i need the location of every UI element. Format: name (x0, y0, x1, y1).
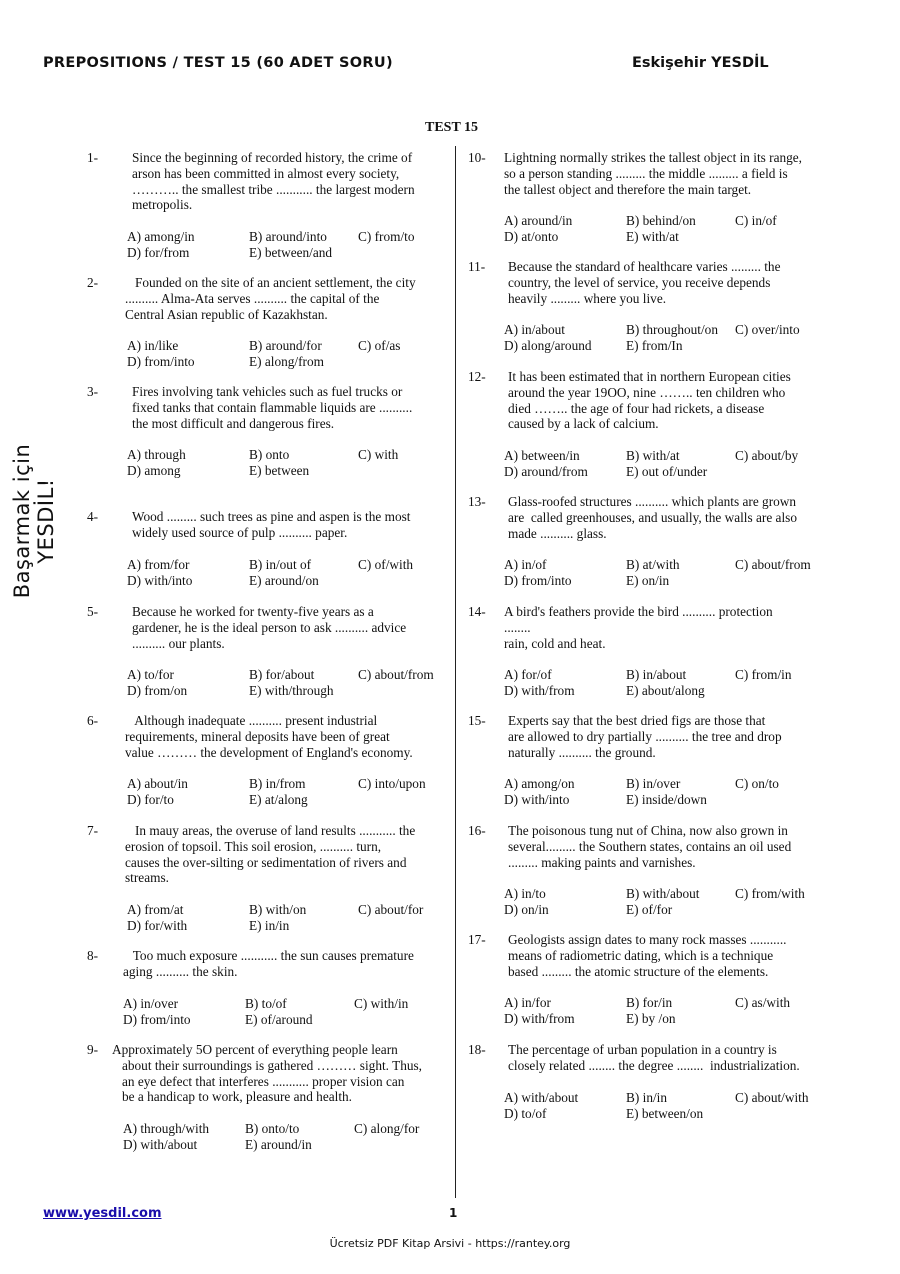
answer-option[interactable]: B) in/from (249, 776, 306, 791)
answer-option[interactable]: B) with/at (626, 448, 680, 463)
question-number: 13- (468, 494, 486, 509)
answer-option[interactable]: D) for/to (127, 792, 174, 807)
header-school: Eskişehir YESDİL (632, 55, 769, 71)
question-stem: Wood ......... such trees as pine and aspen is the most widely used source of pulp .......... paper. (132, 509, 411, 540)
question-number: 18- (468, 1042, 486, 1057)
answer-option[interactable]: D) from/on (127, 683, 188, 698)
answer-option[interactable]: B) for/in (626, 995, 673, 1010)
answer-option[interactable]: E) by /on (626, 1011, 676, 1026)
answer-option[interactable]: D) from/into (127, 354, 195, 369)
answer-option[interactable]: C) with/in (354, 996, 409, 1011)
question-stem: In mauy areas, the overuse of land results ........... the erosion of topsoil. This soil erosion, .......... turn, causes the over-silting or sedimentation of rivers and streams. (125, 823, 416, 886)
answer-option[interactable]: E) around/in (245, 1137, 312, 1152)
answer-option[interactable]: C) about/by (735, 448, 799, 463)
answer-option[interactable]: B) in/out of (249, 557, 312, 572)
answer-option[interactable]: E) at/along (249, 792, 308, 807)
question-stem: Geologists assign dates to many rock masses ........... means of radiometric dating, which is a technique based ......... the atomic structure of the elements. (508, 932, 787, 979)
answer-option[interactable]: C) into/upon (358, 776, 426, 791)
answer-option[interactable]: C) of/with (358, 557, 414, 572)
answer-option[interactable]: A) in/like (127, 338, 179, 353)
answer-option[interactable]: D) for/from (127, 245, 190, 260)
question-stem: Lightning normally strikes the tallest object in its range, so a person standing ......... the middle ......... a field is the tallest object and therefore the main target. (504, 150, 803, 197)
answer-option[interactable]: D) along/around (504, 338, 592, 353)
answer-option[interactable]: C) from/in (735, 667, 792, 682)
answer-option[interactable]: D) from/into (504, 573, 572, 588)
answer-option[interactable]: B) to/of (245, 996, 287, 1011)
question-number: 14- (468, 604, 486, 619)
question-number: 16- (468, 823, 486, 838)
answer-option[interactable]: A) with/about (504, 1090, 579, 1105)
answer-option[interactable]: D) for/with (127, 918, 188, 933)
question-number: 10- (468, 150, 486, 165)
answer-option[interactable]: A) through/with (123, 1121, 210, 1136)
answer-option[interactable]: C) in/of (735, 213, 777, 228)
question-number: 7- (87, 823, 99, 838)
answer-option[interactable]: B) onto/to (245, 1121, 300, 1136)
answer-option[interactable]: E) with/at (626, 229, 679, 244)
side-slogan: Başarmak için YESDİL! (10, 443, 58, 599)
question-stem: The percentage of urban population in a country is closely related ........ the degree ........ industrialization. (508, 1042, 800, 1073)
answer-option[interactable]: A) in/of (504, 557, 547, 572)
question-stem: Too much exposure ........... the sun causes premature aging .......... the skin. (123, 948, 414, 979)
answer-option[interactable]: A) around/in (504, 213, 573, 228)
question-number: 17- (468, 932, 486, 947)
answer-option[interactable]: E) with/through (249, 683, 334, 698)
answer-option[interactable]: B) with/on (249, 902, 307, 917)
answer-option[interactable]: B) at/with (626, 557, 680, 572)
answer-option[interactable]: E) around/on (249, 573, 319, 588)
question-stem: It has been estimated that in northern European cities around the year 19OO, nine …….. ten children who died …….. the age of four had rickets, a disease caused by a lack of calcium. (508, 369, 791, 432)
question-stem: Fires involving tank vehicles such as fuel trucks or fixed tanks that contain flammable liquids are .......... the most difficult and dangerous fires. (132, 384, 413, 431)
answer-option[interactable]: A) for/of (504, 667, 552, 682)
answer-option[interactable]: C) over/into (735, 322, 800, 337)
answer-option[interactable]: B) in/about (626, 667, 687, 682)
page-number: 1 (449, 1206, 458, 1220)
question-number: 6- (87, 713, 99, 728)
question-number: 4- (87, 509, 99, 524)
answer-option[interactable]: A) from/at (127, 902, 184, 917)
answer-option[interactable]: C) about/from (358, 667, 434, 682)
answer-option[interactable]: B) onto (249, 447, 290, 462)
answer-option[interactable]: E) about/along (626, 683, 705, 698)
answer-option[interactable]: D) among (127, 463, 181, 478)
question-number: 9- (87, 1042, 99, 1057)
answer-option[interactable]: C) from/with (735, 886, 805, 901)
answer-option[interactable]: C) about/from (735, 557, 811, 572)
answer-option[interactable]: A) to/for (127, 667, 174, 682)
question-number: 1- (87, 150, 99, 165)
answer-option[interactable]: D) to/of (504, 1106, 547, 1121)
answer-option[interactable]: A) from/for (127, 557, 190, 572)
answer-option[interactable]: A) about/in (127, 776, 188, 791)
answer-option[interactable]: D) with/from (504, 683, 575, 698)
answer-option[interactable]: E) of/for (626, 902, 673, 917)
question-number: 8- (87, 948, 99, 963)
question-stem: Because the standard of healthcare varies ......... the country, the level of service, you receive depends heavily ......... where you live. (508, 259, 781, 306)
answer-option[interactable]: B) around/into (249, 229, 327, 244)
question-number: 12- (468, 369, 486, 384)
answer-option[interactable]: A) in/about (504, 322, 565, 337)
answer-option[interactable]: D) at/onto (504, 229, 559, 244)
footer-credit: Ücretsiz PDF Kitap Arsivi - https://rantey.org (329, 1237, 571, 1250)
test-title: TEST 15 (425, 120, 479, 135)
answer-option[interactable]: A) in/to (504, 886, 546, 901)
answer-option[interactable]: E) inside/down (626, 792, 707, 807)
question-number: 11- (468, 259, 486, 274)
answer-option[interactable]: A) in/over (123, 996, 179, 1011)
answer-option[interactable]: E) out of/under (626, 464, 708, 479)
answer-option[interactable]: D) from/into (123, 1012, 191, 1027)
answer-option[interactable]: D) on/in (504, 902, 549, 917)
question-stem: Because he worked for twenty-five years as a gardener, he is the ideal person to ask .......... advice .......... our plants. (132, 604, 407, 651)
question-stem: Glass-roofed structures .......... which plants are grown are called greenhouses, and usually, the walls are also made .......... glass. (508, 494, 797, 541)
answer-option[interactable]: E) in/in (249, 918, 290, 933)
answer-option[interactable]: D) with/into (127, 573, 193, 588)
question-stem: Experts say that the best dried figs are those that are allowed to dry partially .......... the tree and drop naturally .......... the ground. (508, 713, 782, 760)
answer-option[interactable]: C) as/with (735, 995, 791, 1010)
answer-option[interactable]: C) on/to (735, 776, 779, 791)
column-divider (455, 146, 456, 1198)
answer-option[interactable]: B) around/for (249, 338, 322, 353)
question-stem: Founded on the site of an ancient settlement, the city .......... Alma-Ata serves .......... the capital of the Central Asian republic of Kazakhstan. (125, 275, 416, 322)
answer-option[interactable]: D) with/from (504, 1011, 575, 1026)
question-number: 5- (87, 604, 99, 619)
question-number: 15- (468, 713, 486, 728)
answer-option[interactable]: C) along/for (354, 1121, 420, 1136)
header-title: PREPOSITIONS / TEST 15 (60 ADET SORU) (43, 55, 393, 71)
question-stem: Approximately 5O percent of everything people learn about their surroundings is gathered ……… sight. Thus, an eye defect that interferes ........... proper vision can be a handicap to work, pleasure and health. (112, 1042, 422, 1105)
answer-option[interactable]: E) between (249, 463, 310, 478)
answer-option[interactable]: E) between/and (249, 245, 333, 260)
answer-option[interactable]: C) from/to (358, 229, 415, 244)
question-number: 2- (87, 275, 99, 290)
answer-option[interactable]: E) of/around (245, 1012, 313, 1027)
footer-link[interactable]: www.yesdil.com (43, 1206, 162, 1221)
question-number: 3- (87, 384, 99, 399)
answer-option[interactable]: C) about/with (735, 1090, 809, 1105)
answer-option[interactable]: E) along/from (249, 354, 324, 369)
answer-option[interactable]: C) about/for (358, 902, 424, 917)
answer-option[interactable]: B) in/in (626, 1090, 668, 1105)
answer-option[interactable]: D) around/from (504, 464, 588, 479)
answer-option[interactable]: C) of/as (358, 338, 401, 353)
answer-option[interactable]: B) with/about (626, 886, 700, 901)
answer-option[interactable]: A) between/in (504, 448, 580, 463)
answer-option[interactable]: B) behind/on (626, 213, 696, 228)
answer-option[interactable]: E) from/In (626, 338, 683, 353)
answer-option[interactable]: E) on/in (626, 573, 670, 588)
question-stem: The poisonous tung nut of China, now also grown in several......... the Southern states, contains an oil used ......... making paints and varnishes. (508, 823, 792, 870)
question-stem: Since the beginning of recorded history, the crime of arson has been committed in almost every society, ……….. the smallest tribe ........... the largest modern metropolis. (132, 150, 415, 213)
answer-option[interactable]: A) among/on (504, 776, 575, 791)
question-stem: Although inadequate .......... present industrial requirements, mineral deposits have been of great value ……… the development of England's economy. (125, 713, 413, 760)
answer-option[interactable]: A) in/for (504, 995, 551, 1010)
answer-option[interactable]: E) between/on (626, 1106, 704, 1121)
answer-option[interactable]: A) among/in (127, 229, 195, 244)
answer-option[interactable]: B) for/about (249, 667, 315, 682)
answer-option[interactable]: C) with (358, 447, 399, 462)
answer-option[interactable]: D) with/into (504, 792, 570, 807)
answer-option[interactable]: B) in/over (626, 776, 681, 791)
question-stem: A bird's feathers provide the bird .......... protection ........ rain, cold and heat. (504, 604, 773, 651)
answer-option[interactable]: A) through (127, 447, 186, 462)
answer-option[interactable]: D) with/about (123, 1137, 198, 1152)
answer-option[interactable]: B) throughout/on (626, 322, 718, 337)
